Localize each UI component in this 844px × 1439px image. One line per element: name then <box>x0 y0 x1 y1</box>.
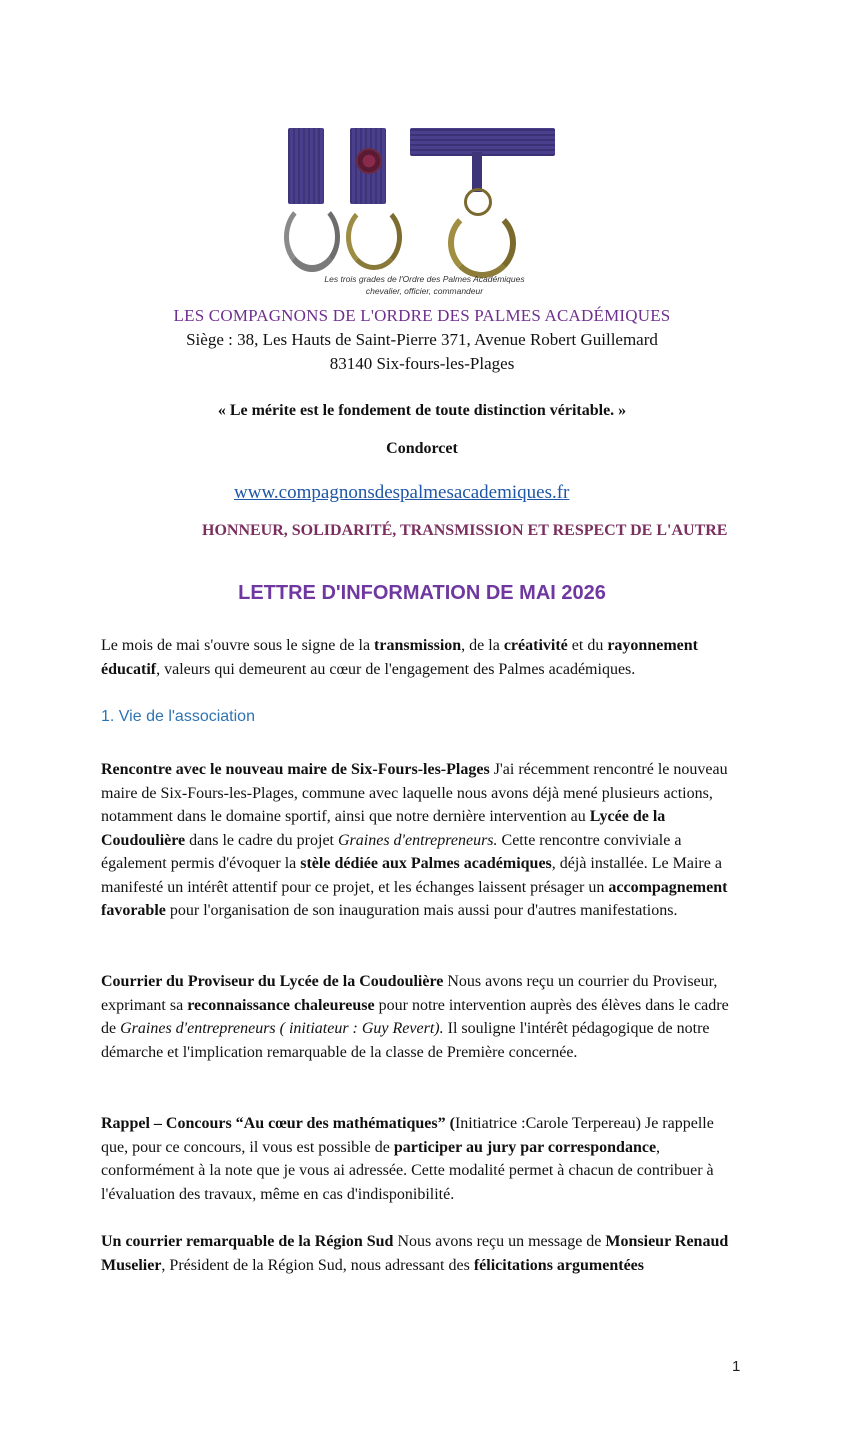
officier-rosette <box>356 148 382 174</box>
quote-author: Condorcet <box>386 440 458 457</box>
commandeur-ribbon-tail <box>472 152 482 192</box>
intro-bold: créativité <box>503 637 568 654</box>
newsletter-title: LETTRE D'INFORMATION DE MAI 2026 <box>238 582 606 604</box>
paragraph-italic: Graines d'entrepreneurs ( initiateur : Guy Revert). <box>120 1020 444 1037</box>
website-link[interactable]: www.compagnonsdespalmesacademiques.fr <box>234 482 570 503</box>
officier-palm-medal <box>346 204 402 270</box>
paragraph-text: Cette rencontre conviviale a également permis d'évoquer la <box>101 831 682 872</box>
paragraph-lead: Rappel – Concours “Au cœur des mathématiques” ( <box>101 1115 455 1132</box>
address-line2: 83140 Six-fours-les-Plages <box>329 354 515 373</box>
paragraph-lead: Rencontre avec le nouveau maire de Six-Fours-les-Plages <box>101 761 490 778</box>
paragraph-bold: félicitations argumentées <box>473 1256 645 1274</box>
paragraph-text: pour l'organisation de son inauguration mais aussi pour d'autres manifestations. <box>165 902 678 919</box>
paragraph-text: , déjà installée. Le Maire a manifesté un intérêt attentif pour ce projet, et les échanges laissent présager un <box>101 855 722 896</box>
intro-text: Le mois de mai s'ouvre sous le signe de la <box>101 637 375 654</box>
intro-text: , valeurs qui demeurent au cœur de l'engagement des Palmes académiques. <box>156 660 636 678</box>
paragraph-text: pour notre intervention auprès des élèves dans le cadre de <box>101 996 729 1037</box>
image-caption-line1: Les trois grades de l'Ordre des Palmes Académiques <box>324 274 525 284</box>
paragraph-text: dans le cadre du projet <box>185 831 338 849</box>
paragraph-italic: Graines d'entrepreneurs. <box>337 831 498 849</box>
page-number: 1 <box>732 1358 741 1375</box>
organization-name: LES COMPAGNONS DE L'ORDRE DES PALMES ACADÉMIQUES <box>173 306 671 325</box>
quote: « Le mérite est le fondement de toute distinction véritable. » <box>217 402 627 419</box>
intro-bold: transmission <box>374 637 462 654</box>
paragraph-text: , Président de la Région Sud, nous adressant des <box>161 1256 474 1274</box>
intro-paragraph <box>101 634 741 681</box>
paragraph-text: Initiatrice :Carole Terpereau) Je rappelle que, pour ce concours, il vous est possible de <box>101 1115 714 1156</box>
intro-text: et du <box>567 637 608 654</box>
paragraph-bold: participer au jury par correspondance <box>393 1138 657 1156</box>
paragraph-bold: Lycée de la Coudoulière <box>101 808 666 849</box>
paragraph-text: Nous avons reçu un message de <box>393 1233 606 1250</box>
paragraph-bold: reconnaissance chaleureuse <box>187 996 375 1014</box>
motto: HONNEUR, SOLIDARITÉ, TRANSMISSION ET RESPECT DE L'AUTRE <box>202 522 728 539</box>
paragraph-math-contest <box>101 1112 741 1206</box>
chevalier-palm-medal <box>284 202 340 272</box>
section-heading: 1. Vie de l'association <box>101 708 255 725</box>
image-caption-line2: chevalier, officier, commandeur <box>365 286 484 296</box>
paragraph-bold: accompagnement favorable <box>101 878 728 919</box>
paragraph-bold: Monsieur Renaud Muselier <box>101 1233 729 1274</box>
paragraph-mayor-meeting <box>101 758 741 923</box>
paragraph-text: Nous avons reçu un courrier du Proviseur, exprimant sa <box>101 973 718 1014</box>
paragraph-text: J'ai récemment rencontré le nouveau maire de Six-Fours-les-Plages, commune avec laquelle nous avons déjà mené plusieurs actions, notamment dans le domaine sportif, ainsi que notre dernière intervention au <box>101 761 728 825</box>
intro-text: , de la <box>461 637 504 654</box>
paragraph-region-sud <box>101 1230 741 1277</box>
paragraph-text: Il souligne l'intérêt pédagogique de notre démarche et l'implication remarquable de la classe de Première concernée. <box>101 1020 710 1061</box>
paragraph-lead: Un courrier remarquable de la Région Sud <box>101 1233 394 1250</box>
paragraph-bold: stèle dédiée aux Palmes académiques <box>300 855 552 872</box>
chevalier-ribbon <box>288 128 324 204</box>
commandeur-palm-medal <box>448 208 516 278</box>
palmes-medals-image <box>282 128 567 303</box>
intro-bold: rayonnement éducatif <box>101 637 698 678</box>
commandeur-ribbon <box>410 128 555 156</box>
paragraph-proviseur-letter <box>101 970 741 1064</box>
paragraph-text: , conformément à la note que je vous ai adressée. Cette modalité permet à chacun de contribuer à l'évaluation des travaux, même en cas d'indisponibilité. <box>101 1138 714 1203</box>
paragraph-lead: Courrier du Proviseur du Lycée de la Coudoulière <box>101 973 444 990</box>
address-line1: Siège : 38, Les Hauts de Saint-Pierre 371, Avenue Robert Guillemard <box>186 330 658 349</box>
